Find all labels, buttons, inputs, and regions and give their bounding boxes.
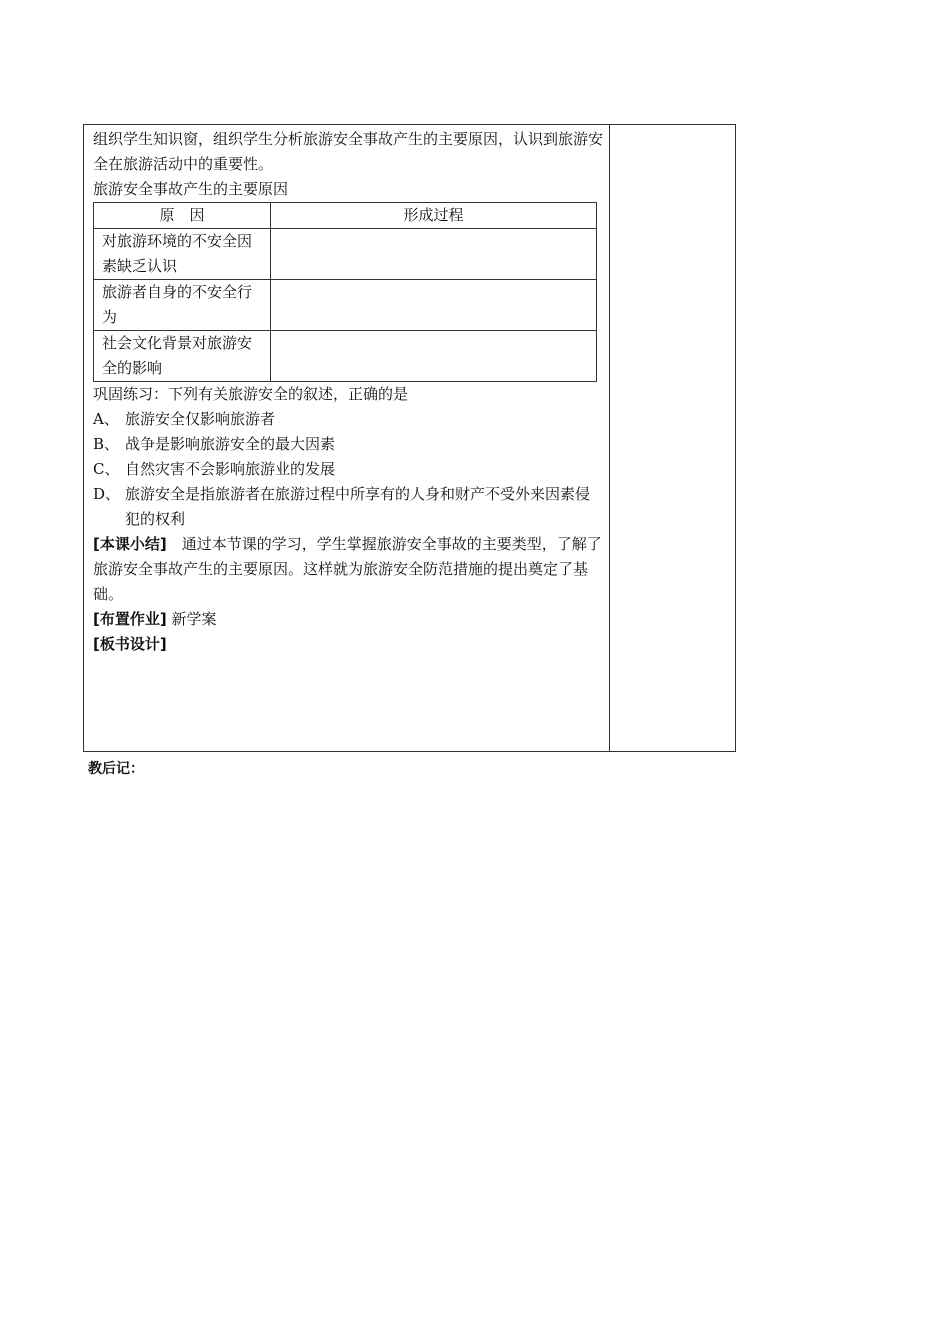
board-line (93, 632, 603, 657)
cause-cell: 旅游者自身的不安全行为 (94, 280, 271, 331)
after-class-note: 教后记： (88, 761, 144, 777)
summary-label: [本课小结] (93, 535, 167, 553)
option-letter: B、 (93, 435, 120, 453)
causes-table (93, 202, 597, 382)
table-row (94, 229, 597, 280)
process-cell (271, 229, 597, 280)
summary-paragraph (93, 532, 603, 607)
option-letter: D、 (93, 485, 121, 503)
summary-text: 通过本节课的学习，学生掌握旅游安全事故的主要类型，了解了旅游安全事故产生的主要原因。这样就为旅游安全防范措施的提出奠定了基础。 (93, 535, 602, 603)
intro-paragraph: 组织学生知识窗，组织学生分析旅游安全事故产生的主要原因，认识到旅游安全在旅游活动中的重要性。 (93, 130, 604, 173)
homework-line (93, 607, 603, 632)
option-text: 旅游安全是指旅游者在旅游过程中所享有的人身和财产不受外来因素侵犯的权利 (125, 485, 591, 528)
table-row (94, 331, 597, 382)
option-d (93, 482, 603, 532)
option-c (93, 457, 603, 482)
option-b (93, 432, 603, 457)
table-row (94, 280, 597, 331)
homework-label: [布置作业] (93, 610, 167, 628)
header-cause: 原 因 (94, 203, 271, 229)
process-cell (271, 280, 597, 331)
option-letter: A、 (93, 410, 119, 428)
option-letter: C、 (93, 460, 120, 478)
board-label: [板书设计] (93, 635, 167, 653)
lesson-table (83, 124, 736, 752)
cause-cell: 对旅游环境的不安全因素缺乏认识 (94, 229, 271, 280)
header-process: 形成过程 (271, 203, 597, 229)
homework-text: 新学案 (171, 610, 217, 628)
table-header-row (94, 203, 597, 229)
exercise-question: 巩固练习：下列有关旅游安全的叙述，正确的是 (93, 385, 409, 403)
lesson-content (93, 127, 603, 657)
option-a (93, 407, 603, 432)
process-cell (271, 331, 597, 382)
option-text: 旅游安全仅影响旅游者 (125, 410, 276, 428)
table-title: 旅游安全事故产生的主要原因 (93, 180, 289, 198)
option-text: 战争是影响旅游安全的最大因素 (125, 435, 336, 453)
column-divider (609, 125, 610, 751)
option-text: 自然灾害不会影响旅游业的发展 (125, 460, 336, 478)
cause-cell: 社会文化背景对旅游安全的影响 (94, 331, 271, 382)
